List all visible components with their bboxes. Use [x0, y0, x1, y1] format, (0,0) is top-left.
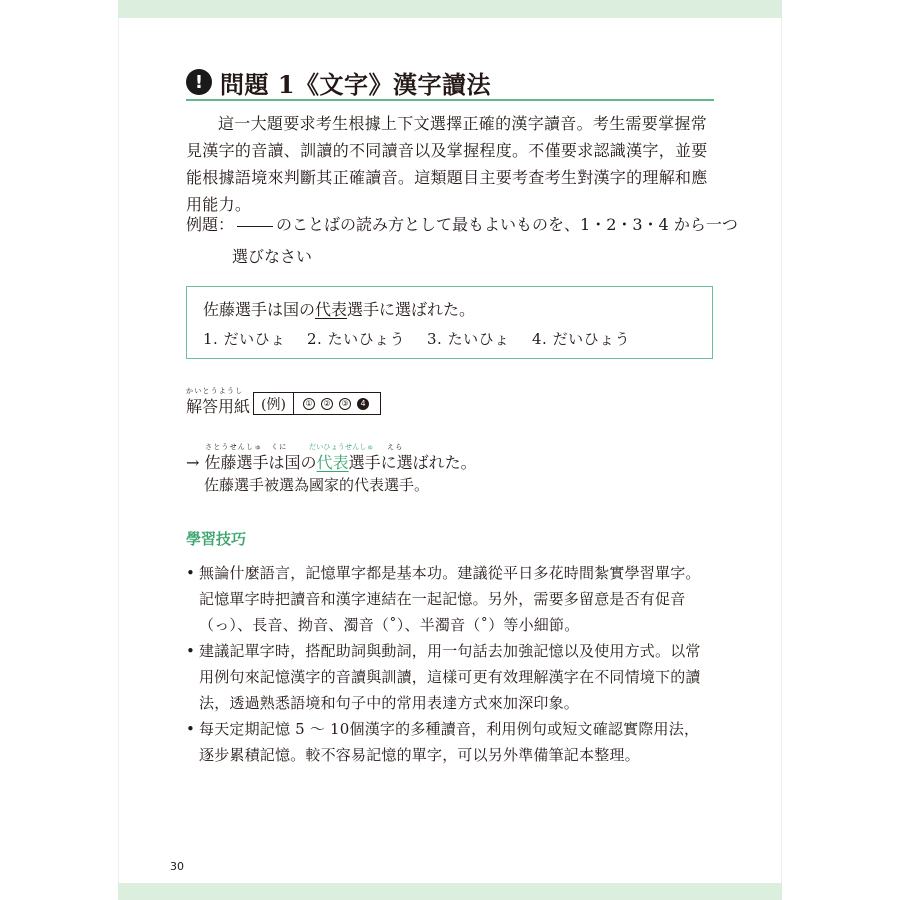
option-4: 4. だいひょう: [532, 330, 631, 348]
answer-blank: [237, 226, 273, 227]
answer-target-word: 代表: [316, 453, 349, 472]
answer-text-8: ばれた。: [412, 453, 477, 472]
answer-text-4: の: [300, 453, 317, 472]
title-underline: [186, 99, 714, 101]
ruby-daihyou-senshu: だいひょうせんしゅ: [309, 443, 374, 451]
answer-sentence: [186, 450, 477, 473]
option-1: 1. だいひょ: [203, 330, 286, 348]
question-target-word: 代表: [315, 300, 348, 319]
option-2: 2. たいひょう: [307, 330, 406, 348]
tips-list: [186, 560, 714, 768]
example-instruction: [186, 212, 738, 235]
ruby-era: えら: [387, 443, 404, 451]
answer-text-3: 国: [284, 453, 301, 472]
question-text-before: 佐藤選手は国の: [203, 300, 316, 319]
tip-text: 無論什麼語言，記憶單字都是基本功。建議從平日多花時間紮實學習單字。記憶單字時把讀音和漢字連結在一起記憶。另外，需要多留意是否有促音（っ）、長音、拗音、濁音（˚）、半濁音（˚）等小細節。: [199, 564, 701, 634]
option-3: 3. たいひょ: [427, 330, 510, 348]
exclamation-icon: !: [186, 69, 212, 95]
list-item: [186, 560, 714, 638]
arrow-icon: →: [186, 453, 200, 472]
answer-text-6: に: [380, 453, 397, 472]
list-item: [186, 638, 714, 716]
top-color-band: [118, 0, 782, 18]
answer-sheet-box: [253, 392, 381, 415]
answer-text-7: 選: [396, 453, 413, 472]
bullet-icon: •: [186, 720, 196, 738]
example-instruction-text: のことばの読み方として最もよいものを、1・2・3・4 から一つ: [276, 215, 738, 234]
answer-bubble-2: ②: [321, 398, 333, 410]
answer-text-5: 選手: [348, 453, 381, 472]
question-box: [186, 286, 713, 359]
bullet-icon: •: [186, 642, 196, 660]
answer-sheet-example-label: (例): [254, 393, 294, 414]
tip-text: 每天定期記憶 5 ～ 10個漢字的多種讀音，利用例句或短文確認實際用法，逐步累積記憶。較不容易記憶的單字，可以另外準備筆記本整理。: [199, 720, 700, 764]
bottom-color-band: [118, 883, 782, 900]
example-instruction-continued: 選びなさい: [232, 247, 313, 266]
example-label: 例題：: [186, 215, 235, 234]
answer-bubble-1: ①: [303, 398, 315, 410]
answer-text-1: 佐藤選手: [204, 453, 269, 472]
intro-paragraph: 這一大題要求考生根據上下文選擇正確的漢字讀音。考生需要掌握常見漢字的音讀、訓讀的不同讀音以及掌握程度。不僅要求認識漢字，並要能根據語境來判斷其正確讀音。這類題目主要考查考生對漢字的理解和應用能力。: [186, 114, 708, 214]
ruby-sato-senshu: さとうせんしゅ: [205, 443, 263, 451]
answer-translation: 佐藤選手被選為國家的代表選手。: [204, 476, 430, 494]
answer-sheet-label: 解答用紙: [186, 397, 251, 416]
answer-text-2: は: [268, 453, 285, 472]
answer-bubble-4-selected: 4: [357, 398, 369, 410]
ruby-kuni: くに: [271, 443, 288, 451]
page-number: 30: [170, 860, 184, 873]
section-title: [186, 64, 714, 100]
list-item: [186, 716, 714, 768]
question-text-after: 選手に選ばれた。: [347, 300, 476, 319]
tip-text: 建議記單字時，搭配助詞與動詞，用一句話去加強記憶以及使用方式。以常用例句來記憶漢字的音讀與訓讀，這樣可更有效理解漢字在不同情境下的讀法，透過熟悉語境和句子中的常用表達方式來加深印象。: [199, 642, 701, 712]
section-title-text: 問題 1《文字》漢字讀法: [220, 69, 492, 99]
bullet-icon: •: [186, 564, 196, 582]
tips-heading: 學習技巧: [186, 530, 247, 548]
question-sentence: [203, 297, 475, 320]
answer-sheet-ruby: かいとうようし: [186, 387, 244, 395]
answer-bubble-3: ③: [339, 398, 351, 410]
